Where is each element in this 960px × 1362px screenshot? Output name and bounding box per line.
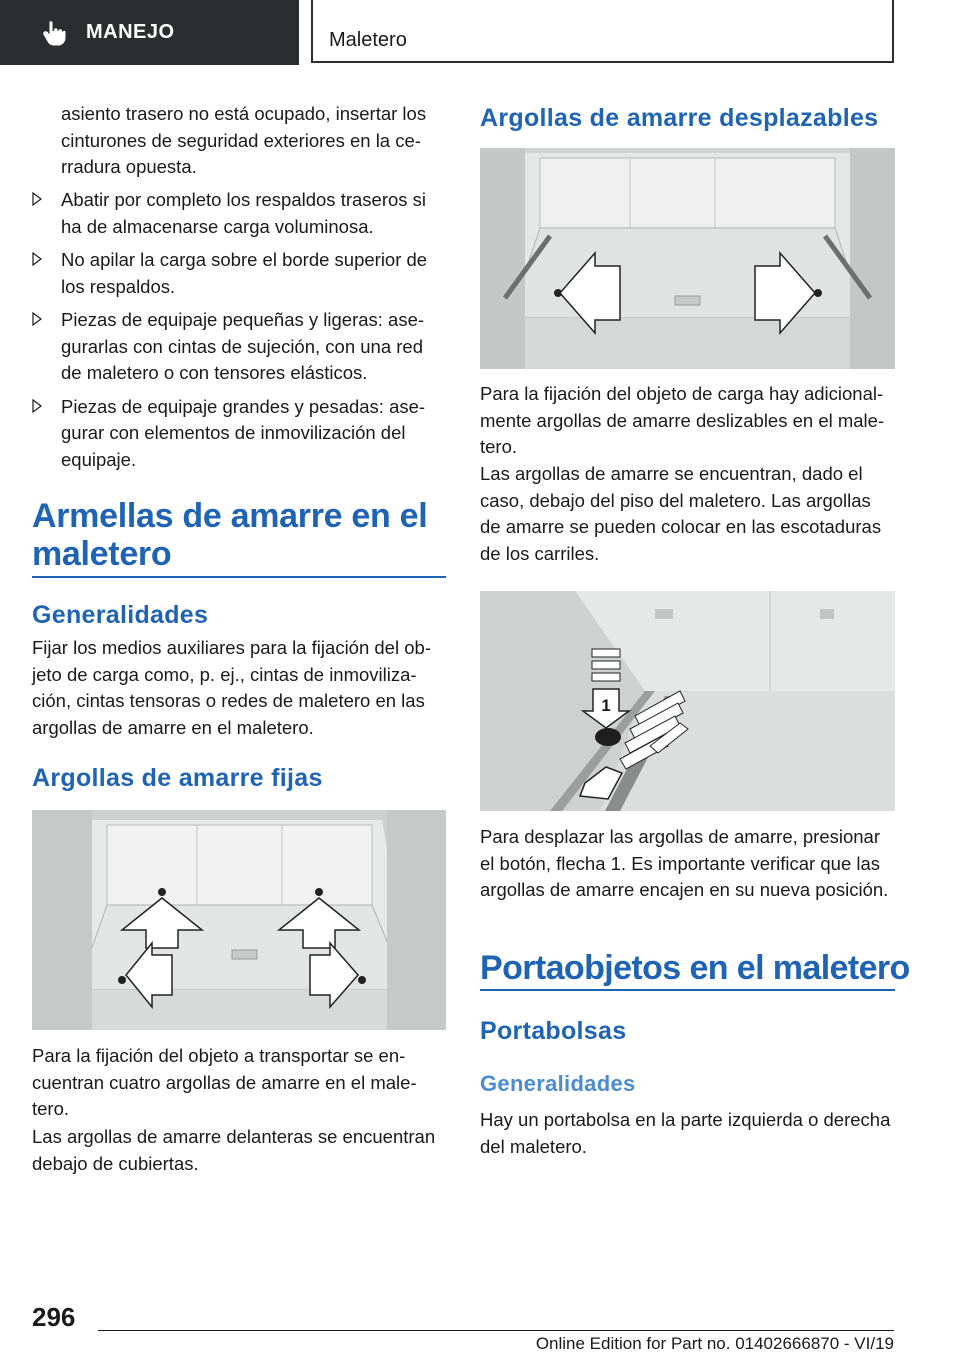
triangle-bullet-icon bbox=[32, 252, 42, 266]
heading-rule bbox=[480, 989, 895, 991]
section-heading-portaobjetos: Portaobjetos en el maletero bbox=[480, 949, 910, 987]
header-chapter-title: Maletero bbox=[329, 29, 407, 51]
triangle-bullet-icon bbox=[32, 399, 42, 413]
bag-holder-paragraph: Hay un portabolsa en la parte izquierda o derecha del maletero. bbox=[480, 1109, 891, 1157]
fixed-rings-paragraph-2: Las argollas de amarre delanteras se encuentran debajo de cubiertas. bbox=[32, 1126, 436, 1174]
heading-rule bbox=[32, 576, 446, 578]
bullet-text: Piezas de equipaje grandes y pesadas: asegurar con elementos de inmovilización del equipaje. bbox=[61, 395, 426, 470]
bullet-list bbox=[32, 187, 446, 473]
list-item bbox=[32, 307, 446, 387]
bullet-text: Abatir por completo los respaldos traseros si ha de almacenarse carga voluminosa. bbox=[61, 189, 427, 237]
hand-pointer-icon bbox=[40, 19, 68, 47]
subheading-generalidades-bag: Generalidades bbox=[480, 1071, 636, 1096]
bullet-text: No apilar la carga sobre el borde superior de los respaldos. bbox=[61, 249, 428, 297]
movable-rings-paragraph-2: Las argollas de amarre se encuentran, dado el caso, debajo del piso del maletero. Las argollas de amarre se pueden colocar en las escotaduras de los carriles. bbox=[480, 463, 882, 564]
fixed-rings-paragraph-1: Para la fijación del objeto a transportar se encuentran cuatro argollas de amarre en el maletero. bbox=[32, 1045, 417, 1119]
section-heading-armellas: Armellas de amarre en el maletero bbox=[32, 497, 428, 573]
header-section-tab bbox=[0, 0, 299, 65]
trunk-movable-rings-figure bbox=[480, 148, 895, 369]
footer-edition: Online Edition for Part no. 01402666870 - VI/19 bbox=[535, 1334, 894, 1353]
header-section-label: MANEJO bbox=[86, 21, 175, 43]
subheading-argollas-desplazables: Argollas de amarre desplazables bbox=[480, 104, 879, 132]
movable-rings-paragraph-1: Para la fijación del objeto de carga hay adicionalmente argollas de amarre deslizables en el maletero. bbox=[480, 383, 885, 457]
subheading-portabolsas: Portabolsas bbox=[480, 1017, 627, 1045]
list-item bbox=[32, 247, 446, 300]
rail-slider-figure bbox=[480, 591, 895, 811]
subheading-generalidades: Generalidades bbox=[32, 601, 209, 629]
footer-rule bbox=[98, 1330, 894, 1331]
list-item bbox=[32, 394, 446, 474]
movable-rings-paragraph-3: Para desplazar las argollas de amarre, presionar el botón, flecha 1. Es importante verificar que las argollas de amarre encajen en su nueva posición. bbox=[480, 826, 889, 900]
list-item bbox=[32, 187, 446, 240]
triangle-bullet-icon bbox=[32, 192, 42, 206]
bullet-text: Piezas de equipaje pequeñas y ligeras: asegurarlas con cintas de sujeción, con una red de maletero o con tensores elásticos. bbox=[61, 309, 425, 383]
figure-callout-1: 1 bbox=[601, 696, 611, 715]
intro-paragraph: asiento trasero no está ocupado, insertar los cinturones de seguridad exteriores en la cerradura opuesta. bbox=[61, 103, 427, 177]
page-number: 296 bbox=[32, 1302, 76, 1332]
generalidades-paragraph: Fijar los medios auxiliares para la fijación del objeto de carga como, p. ej., cintas de inmovilización, cintas tensoras o redes de maletero en las argollas de amarre en el maletero. bbox=[32, 637, 431, 738]
triangle-bullet-icon bbox=[32, 312, 42, 326]
trunk-fixed-rings-figure bbox=[32, 810, 446, 1030]
subheading-argollas-fijas: Argollas de amarre fijas bbox=[32, 764, 323, 792]
header-chapter-box bbox=[311, 0, 894, 63]
